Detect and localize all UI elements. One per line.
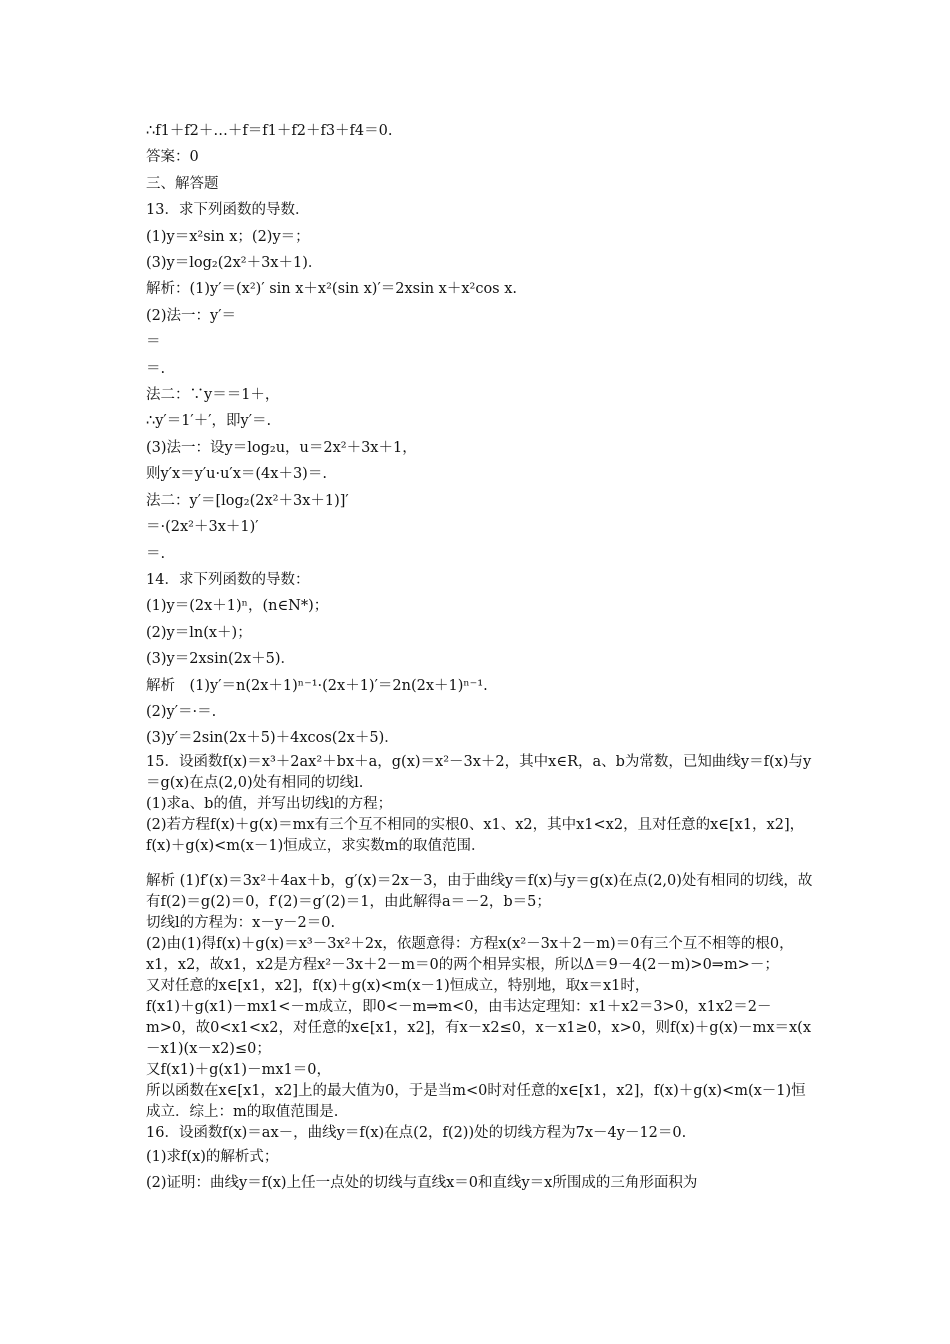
problem-14-title: 14．求下列函数的导数：: [146, 571, 310, 588]
text-line: (1)y＝(2x＋1)ⁿ，(n∈N*)；: [146, 598, 329, 615]
text-line: f(x1)＋g(x1)－mx1<－m成立，即0<－m⇒m<0，由韦达定理知：x1＋x2＝3>0，x1x2＝2－m>0，故0<x1<x2，对任意的x∈[x1，x2]，有x－x2≤0，x－x1≥0，x>0，则f(x)＋g(x)－mx＝x(x－x1)(x－x2)≤0；: [146, 998, 812, 1057]
text-line: 又对任意的x∈[x1，x2]，f(x)＋g(x)<m(x－1)恒成立，特别地，取x＝x1时，: [146, 977, 650, 994]
section-heading: 三、解答题: [146, 175, 219, 192]
text-line: ＝.: [146, 360, 166, 377]
text-line: (3)法一：设y＝log₂u，u＝2x²＋3x＋1，: [146, 439, 417, 456]
text-line: (2)由(1)得f(x)＋g(x)＝x³－3x²＋2x，依题意得：方程x(x²－3x＋2－m)＝0有三个互不相等的根0，x1，x2，故x1，x2是方程x²－3x＋2－m＝0的两个相异实根，所以Δ＝9－4(2－m)>0⇒m>－；: [146, 935, 794, 973]
text-line: 解析：(1)y′＝(x²)′ sin x＋x²(sin x)′＝2xsin x＋x²cos x.: [146, 281, 518, 298]
text-line: ∴f1＋f2＋…＋f＝f1＋f2＋f3＋f4＝0.: [146, 123, 393, 139]
document-page: [146, 118, 816, 1197]
problem-15-statement: 15．设函数f(x)＝x³＋2ax²＋bx＋a，g(x)＝x²－3x＋2，其中x∈R，a、b为常数，已知曲线y＝f(x)与y＝g(x)在点(2,0)处有相同的切线l.: [146, 753, 812, 791]
block-d: [146, 1144, 816, 1197]
text-line: (1)求a、b的值，并写出切线l的方程；: [146, 795, 393, 812]
text-line: (3)y′＝2sin(2x＋5)＋4xcos(2x＋5)．: [146, 730, 399, 747]
text-line: (3)y＝log₂(2x²＋3x＋1)．: [146, 255, 323, 272]
text-line: 法二：y′＝[log₂(2x²＋3x＋1)]′: [146, 492, 349, 509]
text-line: 所以函数在x∈[x1，x2]上的最大值为0，于是当m<0时对任意的x∈[x1，x2]，f(x)＋g(x)<m(x－1)恒成立．综上：m的取值范围是.: [146, 1082, 806, 1120]
block-b: [146, 752, 816, 857]
text-line: (2)证明：曲线y＝f(x)上任一点处的切线与直线x＝0和直线y＝x所围成的三角形面积为: [146, 1175, 698, 1192]
text-line: 解析 (1)f′(x)＝3x²＋4ax＋b，g′(x)＝2x－3，由于曲线y＝f(x)与y＝g(x)在点(2,0)处有相同的切线，故有f(2)＝g(2)＝0，f′(2)＝g′(2)＝1，由此解得a＝－2，b＝5；: [146, 872, 813, 910]
text-line: (2)y＝ln(x＋)；: [146, 624, 252, 641]
block-c: [146, 871, 816, 1144]
text-line: ＝·(2x²＋3x＋1)′: [146, 519, 259, 536]
text-line: (3)y＝2xsin(2x＋5)．: [146, 651, 295, 668]
text-line: ＝: [146, 334, 161, 351]
text-line: (1)y＝x²sin x；(2)y＝；: [146, 228, 310, 245]
text-line: (2)y′＝·＝.: [146, 703, 217, 720]
text-line: (2)若方程f(x)＋g(x)＝mx有三个互不相同的实根0、x1、x2，其中x1<x2，且对任意的x∈[x1，x2]，f(x)＋g(x)<m(x－1)恒成立，求实数m的取值范围．: [146, 816, 805, 854]
text-line: ∴y′＝1′＋′，即y′＝.: [146, 413, 272, 430]
text-line: 答案：0: [146, 149, 199, 166]
block-a: [146, 118, 816, 752]
problem-16-statement: 16．设函数f(x)＝ax－，曲线y＝f(x)在点(2，f(2))处的切线方程为7x－4y－12＝0.: [146, 1124, 687, 1141]
text-line: 法二：∵y＝＝1＋，: [146, 387, 280, 404]
text-line: 则y′x＝y′u·u′x＝(4x＋3)＝.: [146, 466, 327, 483]
text-line: (2)法一：y′＝: [146, 307, 237, 324]
text-line: ＝.: [146, 545, 166, 562]
text-line: 解析 (1)y′＝n(2x＋1)ⁿ⁻¹·(2x＋1)′＝2n(2x＋1)ⁿ⁻¹.: [146, 677, 488, 694]
text-line: 切线l的方程为：x－y－2＝0.: [146, 914, 336, 931]
text-line: (1)求f(x)的解析式；: [146, 1148, 279, 1165]
text-line: 又f(x1)＋g(x1)－mx1＝0，: [146, 1061, 331, 1078]
problem-13-title: 13．求下列函数的导数．: [146, 202, 310, 219]
spacer: [146, 857, 816, 871]
